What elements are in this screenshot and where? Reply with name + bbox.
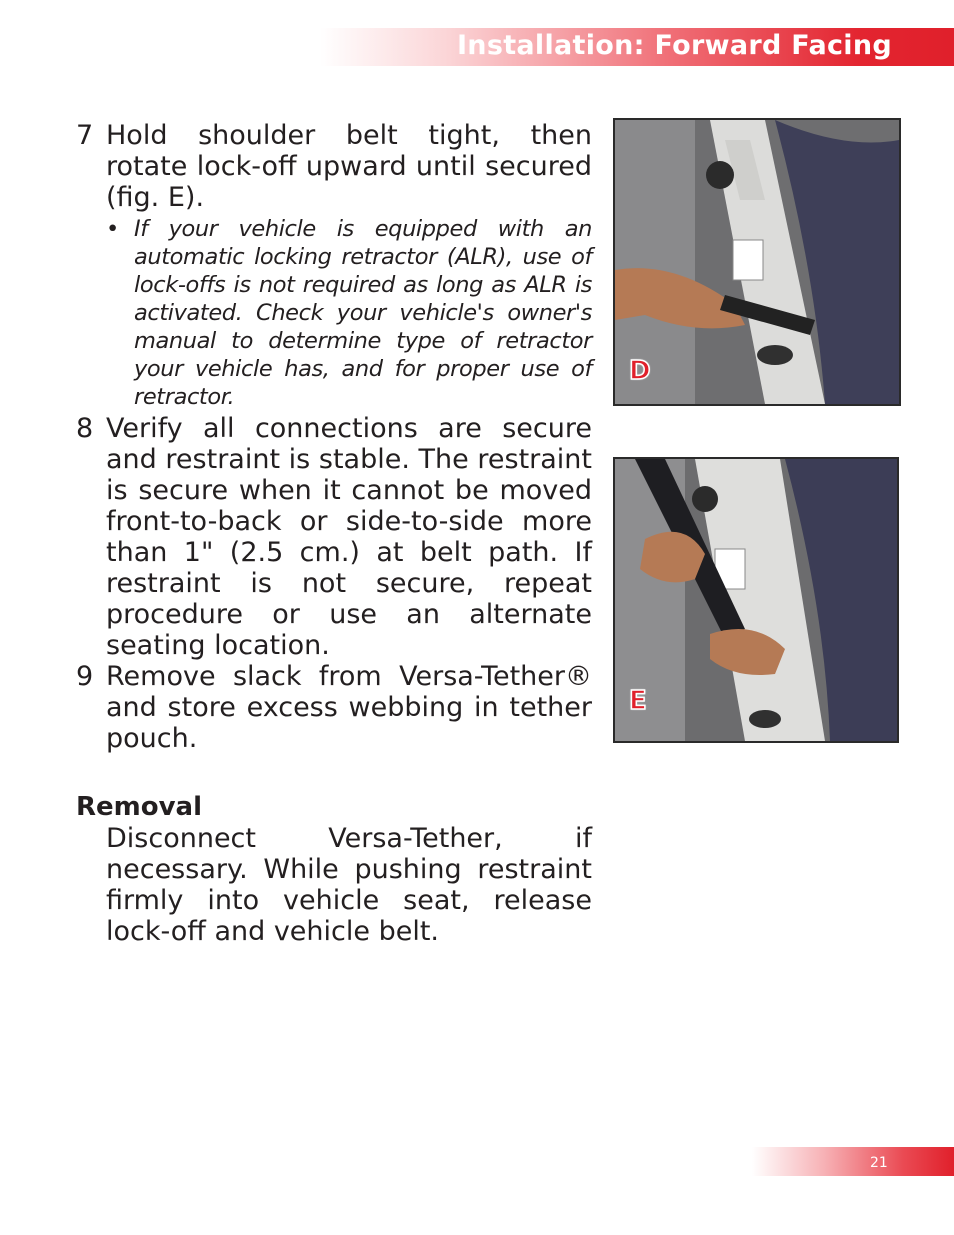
figure-d-photo	[613, 118, 901, 406]
step-number: 7	[76, 120, 94, 151]
removal-heading: Removal	[76, 792, 203, 822]
note	[106, 215, 592, 411]
bullet: •	[106, 216, 120, 242]
instructions	[76, 120, 592, 947]
page-title: Installation: Forward Facing	[456, 30, 892, 61]
footer-bar	[752, 1147, 954, 1176]
step-text: Verify all connections are secure and restraint is stable. The restraint is secure when it cannot be moved front-to-back or side-to-side more than 1" (2.5 cm.) at belt path. If restraint is not secure, repeat procedure or use an alternate seating location.	[106, 413, 592, 661]
figure-label-e: E	[629, 686, 647, 716]
page-number: 21	[870, 1155, 888, 1171]
step-text: Hold shoulder belt tight, then rotate lock-off upward until secured (fig. E).	[106, 120, 592, 213]
step-number: 8	[76, 413, 94, 444]
photo-illustration	[615, 459, 897, 741]
step-number: 9	[76, 661, 94, 692]
figure-label-d: D	[629, 356, 651, 386]
removal-text: Disconnect Versa-Tether, if necessary. While pushing restraint firmly into vehicle seat, release lock-off and vehicle belt.	[106, 823, 592, 947]
step-8	[76, 413, 592, 661]
step-9	[76, 661, 592, 754]
note-text: If your vehicle is equipped with an automatic locking retractor (ALR), use of lock-offs is not required as long as ALR is activated. Check your vehicle's owner's manual to determine type of retractor your vehicle has, and for proper use of retractor.	[134, 216, 592, 410]
step-text: Remove slack from Versa-Tether® and store excess webbing in tether pouch.	[106, 661, 592, 754]
photo-illustration	[615, 120, 899, 404]
header-bar	[320, 28, 954, 66]
figure-e-photo	[613, 457, 899, 743]
step-7	[76, 120, 592, 213]
